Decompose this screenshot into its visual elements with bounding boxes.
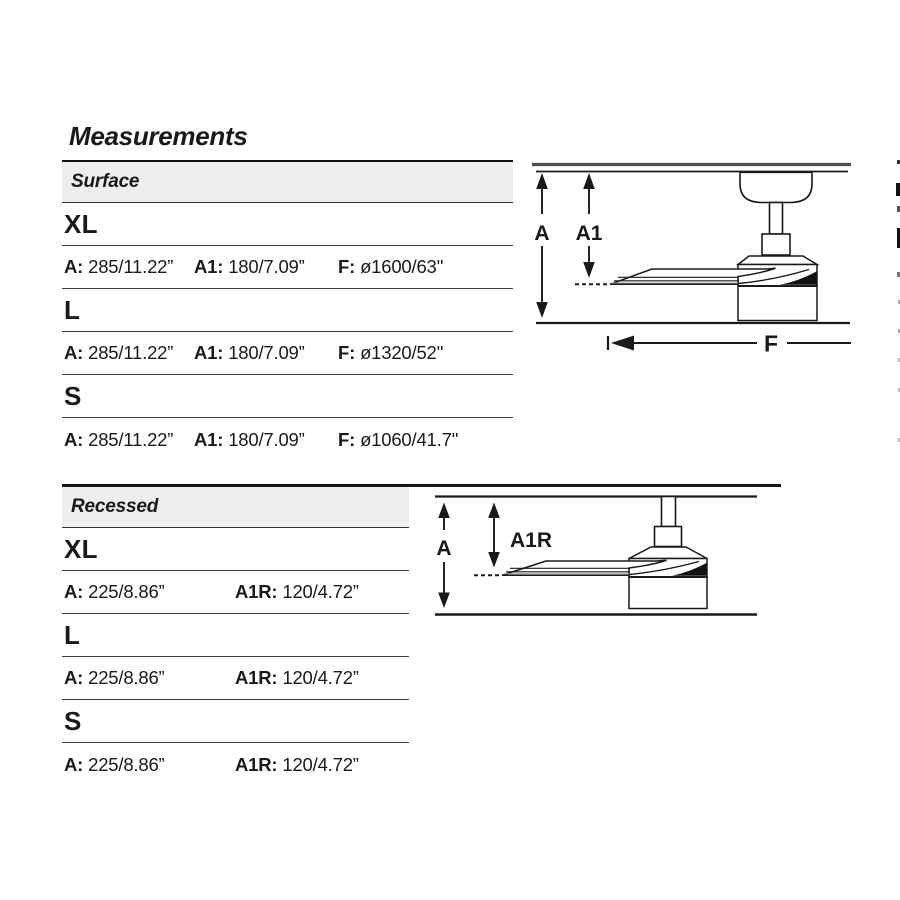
recessed-mount-diagram <box>420 480 780 630</box>
dim-arrow-a1r <box>488 503 552 568</box>
fan-canopy <box>740 172 812 202</box>
size-row: L <box>62 614 409 657</box>
spec-pair <box>64 256 194 278</box>
spec-value: 225/8.86” <box>88 581 165 602</box>
page-edge-fragment <box>896 183 900 196</box>
spec-pair <box>194 256 338 278</box>
spec-row <box>62 657 409 700</box>
dim-label-a: A <box>436 537 452 560</box>
spec-value: 225/8.86” <box>88 667 165 688</box>
spec-label: A1: <box>194 428 224 450</box>
dim-label-a1: A1 <box>575 222 603 245</box>
fan-hub-top <box>629 547 707 559</box>
spec-label: A1: <box>194 256 224 277</box>
spec-label: A: <box>64 428 84 450</box>
spec-pair <box>338 429 458 451</box>
spec-pair <box>235 667 359 689</box>
surface-table-header: Surface <box>62 162 513 203</box>
spec-row <box>62 743 409 786</box>
spec-label: A1R: <box>235 667 278 688</box>
spec-value: ø1060/41.7'' <box>360 428 459 450</box>
spec-value: 285/11.22” <box>88 256 174 277</box>
spec-pair <box>194 429 338 451</box>
recessed-table-rows <box>62 528 409 786</box>
spec-value: 120/4.72” <box>282 753 359 775</box>
spec-row <box>62 332 513 375</box>
size-row: XL <box>62 203 513 246</box>
dim-arrow-a <box>436 503 451 609</box>
spec-pair <box>64 342 194 364</box>
spec-label: A: <box>64 342 84 363</box>
dim-arrow-a <box>534 173 549 318</box>
spec-value: 285/11.22” <box>88 428 174 450</box>
spec-label: A1R: <box>235 753 278 775</box>
spec-label: F: <box>338 256 356 277</box>
spec-label: A: <box>64 753 84 775</box>
size-row: S <box>62 700 409 743</box>
spec-pair <box>338 342 443 364</box>
surface-measurements-table <box>62 160 513 461</box>
spec-label: F: <box>338 428 356 450</box>
spec-row <box>62 418 513 461</box>
dim-label-f: F <box>763 330 779 357</box>
dim-line-f <box>608 331 851 357</box>
spec-label: A1: <box>194 342 224 363</box>
size-row: L <box>62 289 513 332</box>
spec-pair <box>235 581 359 603</box>
spec-label: F: <box>338 342 356 363</box>
spec-value: 180/7.09” <box>228 342 305 363</box>
dim-label-a: A <box>534 222 550 245</box>
spec-pair <box>235 754 359 776</box>
recessed-measurements-table <box>62 487 409 786</box>
spec-pair <box>64 667 235 689</box>
spec-value: 180/7.09” <box>228 256 305 277</box>
spec-value: ø1320/52'' <box>360 342 444 363</box>
fan-motor-body <box>629 577 707 609</box>
fan-motor-body <box>738 286 817 321</box>
spec-label: A: <box>64 256 84 277</box>
spec-value: 225/8.86” <box>88 753 165 775</box>
spec-row <box>62 246 513 289</box>
spec-label: A: <box>64 581 84 602</box>
spec-pair <box>64 429 194 451</box>
spec-value: 120/4.72” <box>282 581 359 602</box>
fan-downrod <box>770 203 783 235</box>
dim-label-a1r: A1R <box>510 529 553 552</box>
spec-label: A1R: <box>235 581 278 602</box>
spec-value: 285/11.22” <box>88 342 174 363</box>
dim-arrow-a1 <box>576 173 603 278</box>
spec-pair <box>64 754 235 776</box>
spec-label: A: <box>64 667 84 688</box>
recessed-table-header: Recessed <box>62 487 409 528</box>
spec-value: ø1600/63'' <box>360 256 444 277</box>
spec-row <box>62 571 409 614</box>
size-row: XL <box>62 528 409 571</box>
size-row: S <box>62 375 513 418</box>
spec-pair <box>338 256 443 278</box>
page-title: Measurements <box>69 121 248 151</box>
spec-pair <box>194 342 338 364</box>
fan-coupler-block <box>762 234 790 255</box>
fan-downrod <box>662 497 676 527</box>
surface-table-rows <box>62 203 513 461</box>
surface-mount-diagram <box>520 150 900 365</box>
spec-value: 180/7.09” <box>228 428 305 450</box>
fan-hub-top <box>738 256 817 265</box>
spec-pair <box>64 581 235 603</box>
fan-coupler-block <box>655 527 682 547</box>
spec-value: 120/4.72” <box>282 667 359 688</box>
